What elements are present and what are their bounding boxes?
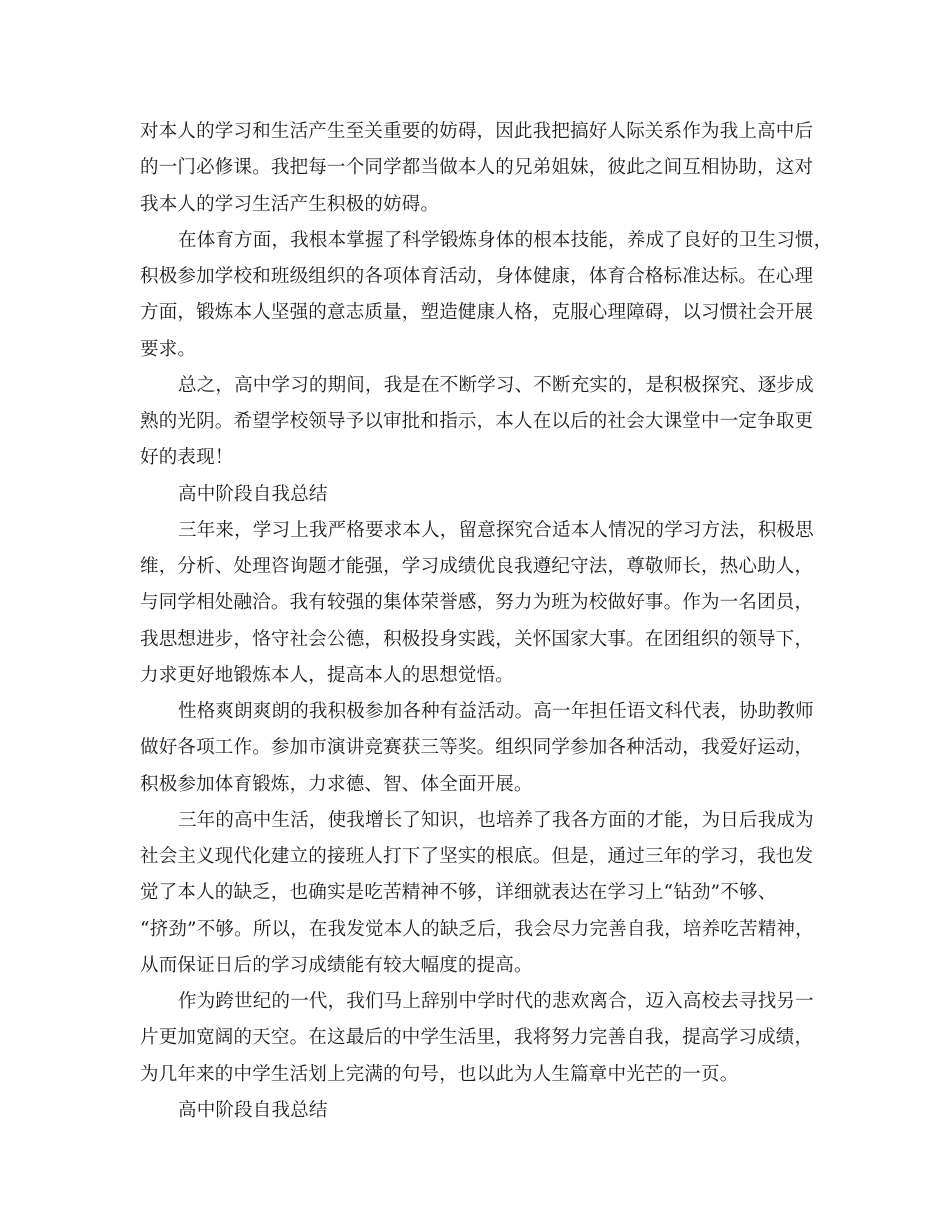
text-line: 我本人的学习生活产生积极的妨碍。 [140, 193, 440, 215]
text-line: 性格爽朗爽朗的我积极参加各种有益活动。高一年担任语文科代表，协助教师 [178, 701, 814, 722]
text-line: 熟的光阴。希望学校领导予以审批和指示，本人在以后的社会大课堂中一定争取更 [140, 411, 814, 432]
text-line: 方面，锻炼本人坚强的意志质量，塑造健康人格，克服心理障碍，以习惯社会开展 [140, 302, 814, 324]
text-line: 社会主义现代化建立的接班人打下了坚实的根底。但是，通过三年的学习，我也发 [140, 846, 814, 867]
text-line: 片更加宽阔的天空。在这最后的中学生活里，我将努力完善自我，提高学习成绩， [140, 1027, 814, 1049]
text-line: 好的表现！ [140, 447, 234, 469]
text-line: 三年来，学习上我严格要求本人，留意探究合适本人情况的学习方法，积极思 [178, 519, 814, 541]
text-line: 做好各项工作。参加市演讲竞赛获三等奖。组织同学参加各种活动，我爱好运动， [140, 737, 814, 759]
text-line: 积极参加学校和班级组织的各项体育活动，身体健康，体育合格标准达标。在心理 [140, 266, 814, 287]
text-line: 的一门必修课。我把每一个同学都当做本人的兄弟姐妹，彼此之间互相协助，这对 [140, 157, 814, 179]
text-line: 高中阶段自我总结 [178, 483, 328, 505]
text-line: 积极参加体育锻炼，力求德、智、体全面开展。 [140, 773, 533, 795]
document-body [140, 114, 833, 1129]
text-line: 觉了本人的缺乏，也确实是吃苦精神不够，详细就表达在学习上“钻劲”不够、 [140, 882, 777, 904]
text-line: 维，分析、处理咨询题才能强，学习成绩优良我遵纪守法，尊敬师长，热心助人， [140, 556, 814, 577]
text-line: 三年的高中生活，使我增长了知识，也培养了我各方面的才能，为日后我成为 [178, 809, 814, 831]
text-line: “挤劲”不够。所以，在我发觉本人的缺乏后，我会尽力完善自我，培养吃苦精神， [140, 918, 814, 940]
text-line: 力求更好地锻炼本人，提高本人的思想觉悟。 [140, 664, 515, 686]
text-line: 与同学相处融洽。我有较强的集体荣誉感，努力为班为校做好事。作为一名团员， [140, 592, 814, 614]
text-line: 从而保证日后的学习成绩能有较大幅度的提高。 [140, 954, 533, 976]
text-line: 高中阶段自我总结 [178, 1099, 328, 1121]
text-line: 在体育方面，我根本掌握了科学锻炼身体的根本技能，养成了良好的卫生习惯， [178, 229, 833, 251]
text-line: 要求。 [140, 338, 197, 360]
text-line: 我思想进步，恪守社会公德，积极投身实践，关怀国家大事。在团组织的领导下， [140, 628, 814, 650]
text-line: 为几年来的中学生活划上完满的句号，也以此为人生篇章中光芒的一页。 [140, 1063, 739, 1085]
text-line: 对本人的学习和生活产生至关重要的妨碍，因此我把搞好人际关系作为我上高中后 [140, 121, 814, 142]
text-line: 作为跨世纪的一代，我们马上辞别中学时代的悲欢离合，迈入高校去寻找另一 [178, 991, 814, 1012]
text-line: 总之，高中学习的期间，我是在不断学习、不断充实的，是积极探究、逐步成 [178, 374, 814, 396]
